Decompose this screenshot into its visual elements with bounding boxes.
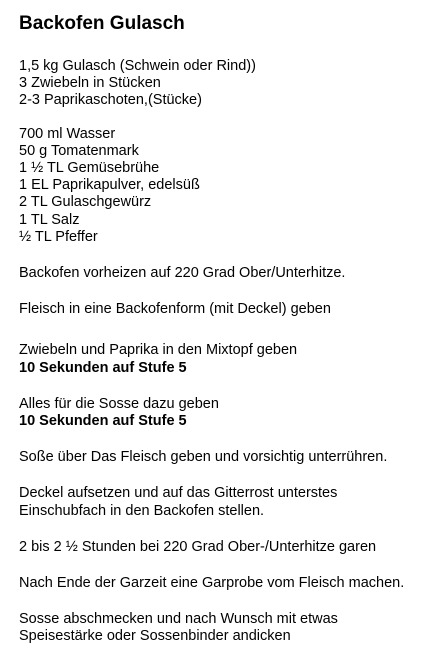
ingredients-sauce-list bbox=[19, 126, 439, 246]
ingredient-line: 1,5 kg Gulasch (Schwein oder Rind)) bbox=[19, 58, 256, 74]
step-text: Zwiebeln und Paprika in den Mixtopf geben bbox=[19, 342, 298, 359]
ingredient-line: 1 ½ TL Gemüsebrühe bbox=[19, 160, 160, 177]
step-pour bbox=[19, 449, 439, 466]
ingredient-line: 50 g Tomatenmark bbox=[19, 142, 139, 159]
step-text: Alles für die Sosse dazu geben bbox=[19, 395, 219, 412]
ingredient-line: 1 TL Salz bbox=[19, 211, 80, 228]
step-text: Einschubfach in den Backofen stellen. bbox=[19, 502, 265, 519]
step-text: Deckel aufsetzen und auf das Gitterrost unterstes bbox=[19, 485, 338, 502]
step-lid bbox=[19, 485, 439, 519]
step-text: Sosse abschmecken und nach Wunsch mit etwas bbox=[19, 611, 338, 628]
ingredient-line: 2 TL Gulaschgewürz bbox=[19, 194, 152, 211]
step-text: Backofen vorheizen auf 220 Grad Ober/Unterhitze. bbox=[19, 265, 346, 282]
ingredients-main-list bbox=[19, 58, 439, 110]
recipe-title: Backofen Gulasch bbox=[19, 13, 185, 34]
step-text: 2 bis 2 ½ Stunden bei 220 Grad Ober-/Unterhitze garen bbox=[19, 538, 377, 555]
ingredient-line: 1 EL Paprikapulver, edelsüß bbox=[19, 177, 200, 194]
recipe-document bbox=[19, 12, 439, 646]
step-test bbox=[19, 575, 439, 592]
step-setting: 10 Sekunden auf Stufe 5 bbox=[19, 359, 187, 376]
step-season bbox=[19, 611, 439, 645]
ingredient-line: 2-3 Paprikaschoten,(Stücke) bbox=[19, 92, 202, 109]
ingredient-line: 700 ml Wasser bbox=[19, 125, 116, 142]
step-onions bbox=[19, 342, 439, 376]
step-text: Speisestärke oder Sossenbinder andicken bbox=[19, 628, 291, 645]
step-cook bbox=[19, 539, 439, 556]
step-preheat bbox=[19, 265, 439, 282]
step-text: Nach Ende der Garzeit eine Garprobe vom Fleisch machen. bbox=[19, 575, 405, 592]
step-text: Fleisch in eine Backofenform (mit Deckel) geben bbox=[19, 301, 331, 318]
ingredient-line: ½ TL Pfeffer bbox=[19, 228, 98, 245]
step-meat bbox=[19, 301, 439, 318]
step-setting: 10 Sekunden auf Stufe 5 bbox=[19, 413, 187, 430]
ingredient-line: 3 Zwiebeln in Stücken bbox=[19, 75, 161, 92]
step-sauce bbox=[19, 396, 439, 430]
step-text: Soße über Das Fleisch geben und vorsichtig unterrühren. bbox=[19, 449, 388, 466]
